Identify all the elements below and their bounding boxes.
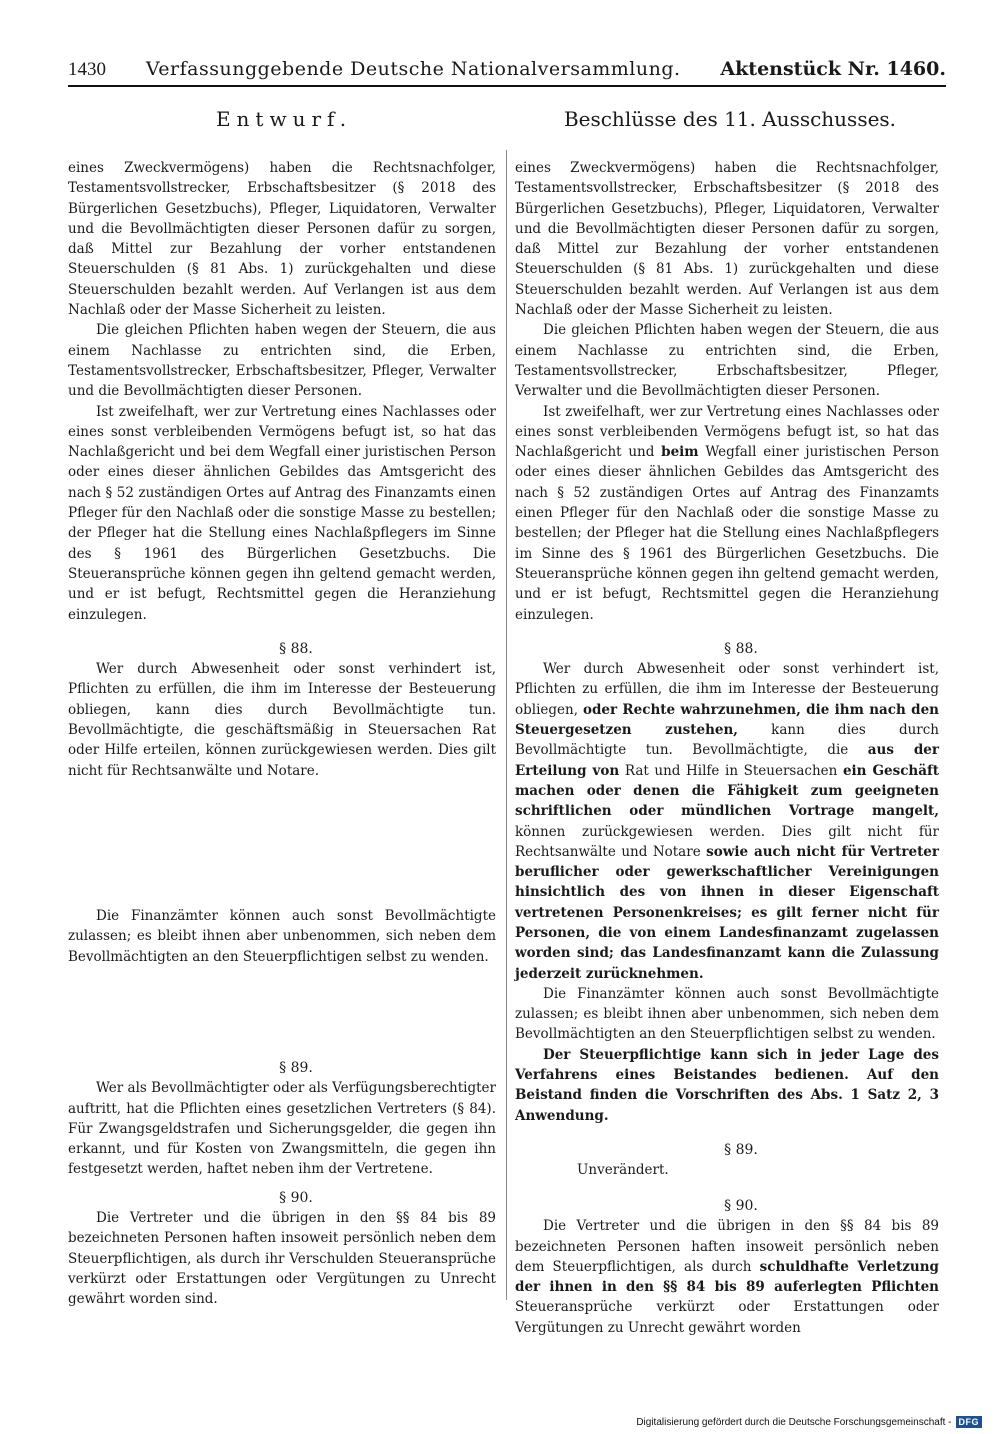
amended-text: beim xyxy=(661,444,699,461)
right-paragraph xyxy=(515,1216,939,1338)
left-paragraph: Die Vertreter und die übrigen in den §§ 84 bis 89 bezeichneten Personen haften insoweit persönlich neben dem Steuerpflichtigen, als durch ihr Verschulden Steueransprüche verkürzt oder Erstattungen oder Vergütungen zu Unrecht gewährt worden sind. xyxy=(68,1210,496,1308)
column-divider xyxy=(506,150,507,1300)
page-header xyxy=(68,58,946,87)
right-paragraph xyxy=(515,659,939,984)
amended-text: schuldhafte Verletzung der ihnen in den §§ 84 bis 89 auferlegten Pflichten xyxy=(515,1258,939,1296)
left-column-bottom xyxy=(68,1058,496,1310)
section-heading: § 89. xyxy=(279,1060,313,1076)
section-heading: § 88. xyxy=(724,640,758,657)
right-paragraph: eines Zweckvermögens) haben die Rechtsnachfolger, Testamentsvollstrecker, Erbschaftsbesitzer (§ 2018 des Bürgerlichen Gesetzbuchs), Pfleger, Liquidatoren, Verwalter und die Bevollmächtigten dieser Personen dafür zu sorgen, daß Mittel zur Bezahlung der vorher entstandenen Steuerschulden (§ 81 Abs. 1) zurückgehalten und diese Steuerschulden bezahlt werden. Auf Verlangen ist aus dem Nachlaß oder der Masse Sicherheit zu leisten. xyxy=(515,160,939,319)
left-paragraph: Wer durch Abwesenheit oder sonst verhindert ist, Pflichten zu erfüllen, die ihm im Interesse der Besteuerung obliegen, kann dies durch Bevollmächtigte tun. Bevollmächtigte, die geschäftsmäßig in Steuersachen Rat oder Hilfe erteilen, können zurückgewiesen werden. Dies gilt nicht für Rechtsanwälte und Notare. xyxy=(68,661,496,779)
right-paragraph: Die Finanzämter können auch sonst Bevollmächtigte zulassen; es bleibt ihnen aber unbenommen, sich neben dem Bevollmächtigten an den Steuerpflichtigen selbst zu wenden. xyxy=(515,985,939,1043)
section-heading: § 88. xyxy=(279,640,313,657)
footer-text: Digitalisierung gefördert durch die Deutsche Forschungsgemeinschaft - xyxy=(636,1416,952,1428)
unchanged-note: Unverändert. xyxy=(577,1162,669,1179)
text-run: kann dies durch Bevollmächtigte tun. Bevollmächtigte, die xyxy=(515,722,939,759)
amended-paragraph: Der Steuerpflichtige kann sich in jeder Lage des Verfahrens eines Beistandes bedienen. Auf den Beistand finden die Vorschriften des Abs. 1 Satz 2, 3 Anwendung. xyxy=(515,1046,939,1124)
text-run: Ist zweifelhaft, wer zur Vertretung eines Nachlasses oder eines sonst verbleibenden Vermögens befugt ist, so hat das Nachlaßgericht und xyxy=(515,403,939,461)
left-paragraph: Die gleichen Pflichten haben wegen der Steuern, die aus einem Nachlasse zu entrichten sind, die Erben, Testamentsvollstrecker, Erbschaftsbesitzer, Pfleger, Verwalter und die Bevollmächtigten dieser Personen. xyxy=(68,322,496,400)
publication-title: Verfassunggebende Deutsche Nationalversammlung. xyxy=(145,58,681,80)
right-column-heading: Beschlüsse des 11. Ausschusses. xyxy=(563,107,897,131)
left-paragraph: Wer als Bevollmächtigter oder als Verfügungsberechtigter auftritt, hat die Pflichten eines gesetzlichen Vertreters (§ 84). Für Zwangsgeldstrafen und Sicherungsgelder, die gegen ihn erkannt, und für Kosten von Zwangsmitteln, die gegen ihn festgesetzt werden, haftet neben ihm der Vertretene. xyxy=(68,1080,496,1178)
digitization-credit xyxy=(636,1416,982,1428)
dfg-logo: DFG xyxy=(956,1416,983,1428)
text-run: Rat und Hilfe in Steuersachen xyxy=(624,762,838,779)
left-paragraph: Ist zweifelhaft, wer zur Vertretung eines Nachlasses oder eines sonst verbleibenden Vermögens befugt ist, so hat das Nachlaßgericht und bei dem Wegfall einer juristischen Person oder eines dieser ähnlichen Gebildes das Amtsgericht des nach § 52 zuständigen Ortes auf Antrag des Finanzamts einen Pfleger für den Nachlaß oder die sonstige Masse zu bestellen; der Pfleger hat die Stellung eines Nachlaßpflegers im Sinne des § 1961 des Bürgerlichen Gesetzbuchs. Die Steueransprüche können gegen ihn geltend gemacht werden, und er ist befugt, Rechtsmittel gegen die Heranziehung einzulegen. xyxy=(68,403,496,623)
left-paragraph: Die Finanzämter können auch sonst Bevollmächtigte zulassen; es bleibt ihnen aber unbenommen, sich neben dem Bevollmächtigten an den Steuerpflichtigen selbst zu wenden. xyxy=(68,908,496,965)
left-paragraph: eines Zweckvermögens) haben die Rechtsnachfolger, Testamentsvollstrecker, Erbschaftsbesitzer (§ 2018 des Bürgerlichen Gesetzbuchs), Pfleger, Liquidatoren, Verwalter und die Bevollmächtigten dieser Personen dafür zu sorgen, daß Mittel zur Bezahlung der vorher entstandenen Steuerschulden (§ 81 Abs. 1) zurückgehalten und diese Steuerschulden bezahlt werden. Auf Verlangen ist aus dem Nachlaß oder der Masse Sicherheit zu leisten. xyxy=(68,160,496,319)
page-number: 1430 xyxy=(68,59,106,80)
text-run: Wer durch Abwesenheit oder sonst verhindert ist, Pflichten zu erfüllen, die ihm im Interesse der Besteuerung obliegen, xyxy=(515,661,939,718)
section-heading: § 89. xyxy=(724,1141,758,1158)
section-heading: § 90. xyxy=(279,1189,313,1206)
right-column-bottom xyxy=(515,1196,939,1338)
right-paragraph: Die gleichen Pflichten haben wegen der Steuern, die aus einem Nachlasse zu entrichten sind, die Erben, Testamentsvollstrecker, Erbschaftsbesitzer, Pfleger, Verwalter und die Bevollmächtigten dieser Personen. xyxy=(515,322,939,400)
text-run: können zurückgewiesen werden. Dies gilt nicht für Rechtsanwälte und Notare xyxy=(515,823,939,860)
right-paragraph xyxy=(515,402,939,625)
left-column-heading: Entwurf. xyxy=(215,107,353,131)
amended-text: sowie auch nicht für Vertreter beruflicher oder gewerkschaftlicher Vereinigungen hinsichtlich des von ihnen in dieser Eigenschaft vertretenen Personenkreises; es gilt ferner nicht für Personen, die von einem Landesfinanzamt zugelassen worden sind; das Landesfinanzamt kann die Zulassung jederzeit zurücknehmen. xyxy=(515,843,940,982)
document-number: Aktenstück Nr. 1460. xyxy=(720,58,946,80)
text-run: Steueransprüche verkürzt oder Erstattungen oder Vergütungen zu Unrecht gewährt worden xyxy=(515,1299,939,1336)
right-column-top xyxy=(515,158,939,1181)
amended-text: ein Geschäft machen oder denen die Fähigkeit zum geeigneten schriftlichen oder mündlichen Vortrage mangelt, xyxy=(515,762,940,820)
text-run: Die Vertreter und die übrigen in den §§ 84 bis 89 bezeichneten Personen haften insoweit persönlich neben dem Steuerpflichtigen, als durch xyxy=(515,1218,939,1275)
left-column-top xyxy=(68,158,496,781)
left-column-middle xyxy=(68,906,496,967)
text-run: Wegfall einer juristischen Person oder eines dieser ähnlichen Gebildes das Amtsgericht des nach § 52 zuständigen Ortes auf Antrag des Finanzamts einen Pfleger für den Nachlaß oder die sonstige Masse zu bestellen; der Pfleger hat die Stellung eines Nachlaßpflegers im Sinne des § 1961 des Bürgerlichen Gesetzbuchs. Die Steueransprüche können gegen ihn geltend gemacht werden, und er ist befugt, Rechtsmittel gegen die Heranziehung einzulegen. xyxy=(515,444,940,623)
amended-text: oder Rechte wahrzunehmen, die ihm nach den Steuergesetzen zustehen, xyxy=(515,701,939,739)
section-heading: § 90. xyxy=(724,1198,758,1214)
amended-text: aus der Erteilung von xyxy=(515,742,939,779)
